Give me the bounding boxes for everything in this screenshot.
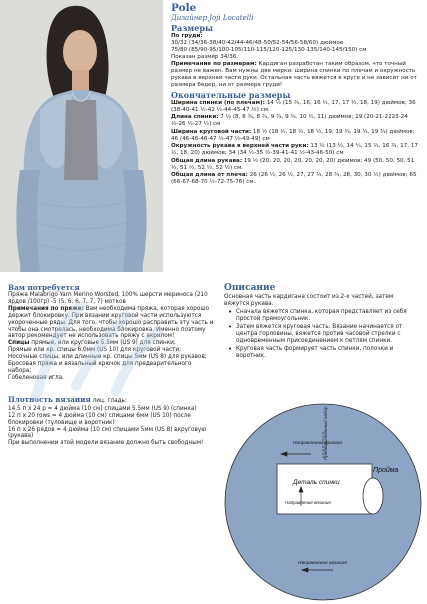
final-row	[171, 172, 421, 186]
label-provisional-cast-on: Предварительный набор	[323, 406, 328, 460]
sizes-cm: 75/80 (85/90-95/100-105/110-115/120-125/130-135/140-145/150) см	[171, 47, 367, 53]
final-row-label: Ширина круговой части:	[171, 128, 252, 135]
sizes-note-label: Примечание по размерам:	[171, 61, 257, 67]
final-row-label: Общая длина рукава:	[171, 157, 243, 164]
list-item: • Затем вяжется круговая часть. Вязание начинается от центра горловины, вяжется против часовой стрелки с одновременным присоединением к петлям спинки.	[236, 324, 420, 345]
final-row	[171, 129, 421, 143]
label-direction-bottom: Направление вязания	[298, 561, 347, 566]
final-row-label: Окружность рукава в верхней части руки:	[171, 143, 309, 150]
list-item: • Круговая часть формирует часть спинки, полочки и воротник.	[236, 346, 420, 360]
label-direction-top: Направление вязания	[293, 441, 342, 446]
gauge-section	[8, 387, 216, 447]
sizes-inches: 30/32 (34/36-38/40-42/44-46/48-50/52-54/56-58/60) дюймов	[171, 40, 344, 46]
back-panel	[277, 464, 372, 514]
yarn-text: Пряжа Malabrigo Yarn Merino Worsted, 100% шерсти мериноса (210 ярдов /100гр) -5 (5, 6, 6, 7, 7, 7) мотков	[8, 292, 208, 305]
sizes-shown: Показан размер 34/36.	[171, 54, 239, 60]
gauge-line: При выполнении этой модели вязание должно быть свободным!	[8, 440, 204, 447]
sizes-note-text: Кардиган разработан таким образом, что точный размер не важен. Вам нужны две мерки: ширина спинки по плечам и окружность рукава в верхней части руки. Остальная часть вяжется в круге и не зависит ни от размера бедер, ни от размера груди!	[171, 61, 417, 88]
yarn-note-label: Примечания по пряже:	[8, 305, 84, 312]
gauge-heading-line	[8, 387, 216, 406]
model-photo-illustration	[0, 0, 163, 272]
armhole	[363, 478, 383, 514]
header-block	[171, 3, 421, 186]
description-heading: Описание	[224, 283, 276, 293]
final-heading: Окончательные размеры	[171, 90, 291, 100]
final-row-text: 19 ½ (20, 20, 20, 20, 20, 20, 20) дюймов; 49 (50, 50, 50, 51 ½, 51 ½, 52 ½, 52 ½) см.	[171, 157, 415, 171]
final-row-text: 14 ½ (15 ¾, 16, 16 ½, 17, 17 ½, 18, 19) дюймов; 36 (38-40-41 ½-42 ½-44-45-47 ½) см.	[171, 100, 416, 113]
gauge-sub: лиц. гладь:	[90, 397, 127, 404]
materials-column	[8, 283, 216, 447]
final-row	[171, 114, 421, 128]
label-direction-mid: Направление вязания	[285, 500, 331, 505]
list-item: • Сначала вяжется спинка, которая представляет из себя простой прямоугольник.	[236, 309, 420, 323]
description-list	[224, 309, 420, 360]
gauge-line: 16 п х 26 рядов = 4 дюйма (10 см) спицами 5мм (US 8) вкруговую (рукава)	[8, 426, 206, 440]
final-row	[171, 143, 421, 157]
needles-label: Спицы	[8, 340, 30, 347]
final-row-text: 18 ½ (18 ½, 18 ½, 18 ½, 19, 19 ¾, 19 ¾, 19 ¾) дюймов; 46 (46-46-46-47 ½-47 ½-49-49) см	[171, 128, 415, 142]
sizes-heading: Размеры	[171, 23, 213, 33]
gauge-line: 12 п х 20 rows = 4 дюйма (10 см) спицами 6мм (US 10) после блокировки (туловище и воротник)	[8, 412, 191, 426]
sizes-section	[171, 24, 421, 89]
needles-sleeves: Носочные спицы, или длинные кр. спицы 5мм (US 8) для рукавов;	[8, 354, 207, 361]
final-row-text: 26 (26 ½, 26 ½, 27, 27 ¾, 28 ¾, 28, 30, 30 ½) дюймов; 65 (66-67-68-70 ½-72-75-76) см.	[171, 171, 417, 185]
waste-yarn: Бросовая пряжа и вязальный крючок для предварительного набора;	[8, 361, 192, 374]
label-armhole: Пройма	[373, 467, 399, 474]
pattern-title: Pole	[171, 2, 197, 14]
final-row-label: Ширина спинки (по плечам):	[171, 100, 265, 106]
yarn-note-text: Вам необходима пряжа, которая хорошо держит блокировку. При вязании круговой части используются укороченные ряды. Для того, чтобы хорошо расправить эту часть и чтобы она смотрелась, необходима блокировка. Именно поэтому автор рекомендует не использовать пряжу с акрилом!	[8, 305, 214, 340]
sizes-note	[171, 61, 421, 89]
final-measurements	[171, 91, 421, 186]
description-intro: Основная часть кардигана состоит из 2-х частей, затем вяжутся рукава.	[224, 294, 394, 307]
final-row	[171, 158, 421, 172]
materials-heading: Вам потребуется	[8, 283, 80, 292]
model-photo	[0, 0, 163, 272]
final-row-label: Общая длина от плеча:	[171, 171, 248, 178]
final-row-text: 7 ½ (8, 8 ¾, 8 ¾, 9 ¾, 9 ¾, 10 ½, 11) дюймов; 19 (20-21-2223-24 ½-26 ½-27 ½) см	[171, 114, 408, 128]
tapestry-needle: Гобеленовая игла.	[8, 374, 64, 381]
final-row	[171, 100, 421, 114]
final-row-text: 13 ½ (13 ½, 14 ¼, 15 ¾, 16 ¾, 17, 17 ½, 18, 20) дюймов; 34 (34 ½-35 ½-39-41-41 ½-43-46-50) см	[171, 143, 418, 157]
final-row-label: Длина спинки:	[171, 114, 219, 121]
needles-desc: прямые, или круговые 5.5мм (US 9) для спинки;	[29, 340, 176, 347]
label-back-panel: Деталь спинки	[293, 479, 340, 486]
chest-label: По груди:	[171, 33, 203, 39]
yarn-note	[8, 306, 216, 341]
construction-diagram	[223, 392, 423, 604]
gauge-heading: Плотность вязания	[8, 394, 91, 404]
needles-circular: Прямые или кр. спицы 6.0мм (US 10) для круговой части;	[8, 347, 182, 354]
designer-name: Дизайнер Joji Locatelli	[171, 14, 254, 22]
description-column	[224, 283, 420, 361]
gauge-line: 14.5 п х 24 р = 4 дюйма (10 см) спицами 5.5мм (US 9) (спинка)	[8, 405, 197, 412]
